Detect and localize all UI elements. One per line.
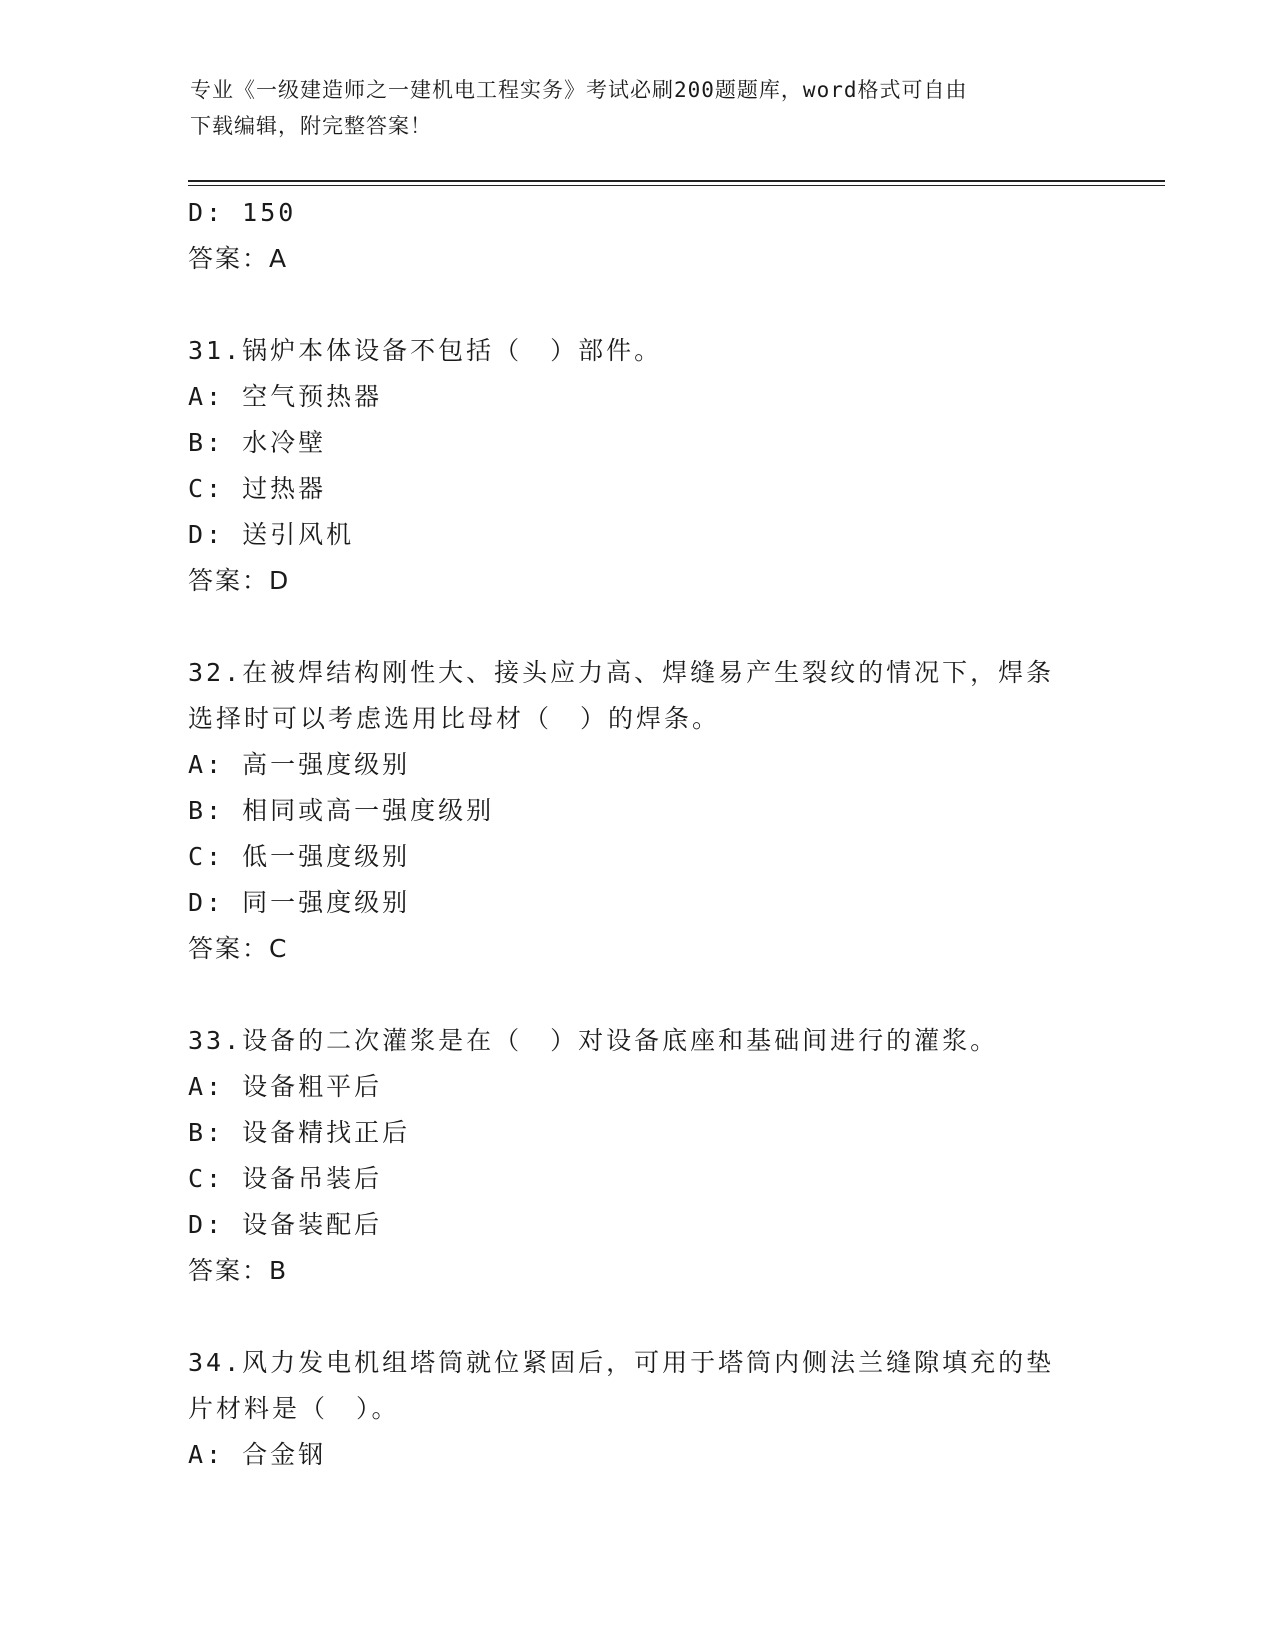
question-stem: 31.锅炉本体设备不包括（ ）部件。 [188,336,663,365]
header-divider-thin [188,185,1165,186]
option-c: C: 过热器 [188,474,327,503]
question-stem-continued: 片材料是（ ）。 [188,1394,400,1423]
question-33 [188,1018,1088,1294]
header-line-2: 下载编辑，附完整答案！ [190,114,432,138]
carryover-answer: 答案：A [188,244,289,273]
question-stem: 34.风力发电机组塔筒就位紧固后，可用于塔筒内侧法兰缝隙填充的垫 [188,1348,1055,1377]
spacer [188,604,1088,650]
option-d: D: 同一强度级别 [188,888,411,917]
option-b: B: 设备精找正后 [188,1118,411,1147]
option-b: B: 水冷壁 [188,428,327,457]
header-line-1: 专业《一级建造师之一建机电工程实务》考试必刷200题题库，word格式可自由 [190,78,968,102]
option-d: D: 设备装配后 [188,1210,383,1239]
option-a: A: 高一强度级别 [188,750,411,779]
answer-line: 答案：D [188,566,291,595]
option-c: C: 低一强度级别 [188,842,411,871]
question-content [188,190,1088,1478]
question-stem-continued: 选择时可以考虑选用比母材（ ）的焊条。 [188,704,721,733]
carryover-option-d: D: 150 [188,198,297,227]
option-a: A: 空气预热器 [188,382,383,411]
answer-line: 答案：C [188,934,289,963]
page-header [190,72,1090,144]
spacer [188,282,1088,328]
answer-line: 答案：B [188,1256,289,1285]
spacer [188,972,1088,1018]
option-c: C: 设备吊装后 [188,1164,383,1193]
question-stem: 33.设备的二次灌浆是在（ ）对设备底座和基础间进行的灌浆。 [188,1026,999,1055]
question-34 [188,1340,1088,1478]
option-b: B: 相同或高一强度级别 [188,796,495,825]
question-stem: 32.在被焊结构刚性大、接头应力高、焊缝易产生裂纹的情况下，焊条 [188,658,1055,687]
question-31 [188,328,1088,604]
option-a: A: 设备粗平后 [188,1072,383,1101]
option-a: A: 合金钢 [188,1440,327,1469]
header-divider-thick [188,180,1165,182]
option-d: D: 送引风机 [188,520,355,549]
question-32 [188,650,1088,972]
spacer [188,1294,1088,1340]
